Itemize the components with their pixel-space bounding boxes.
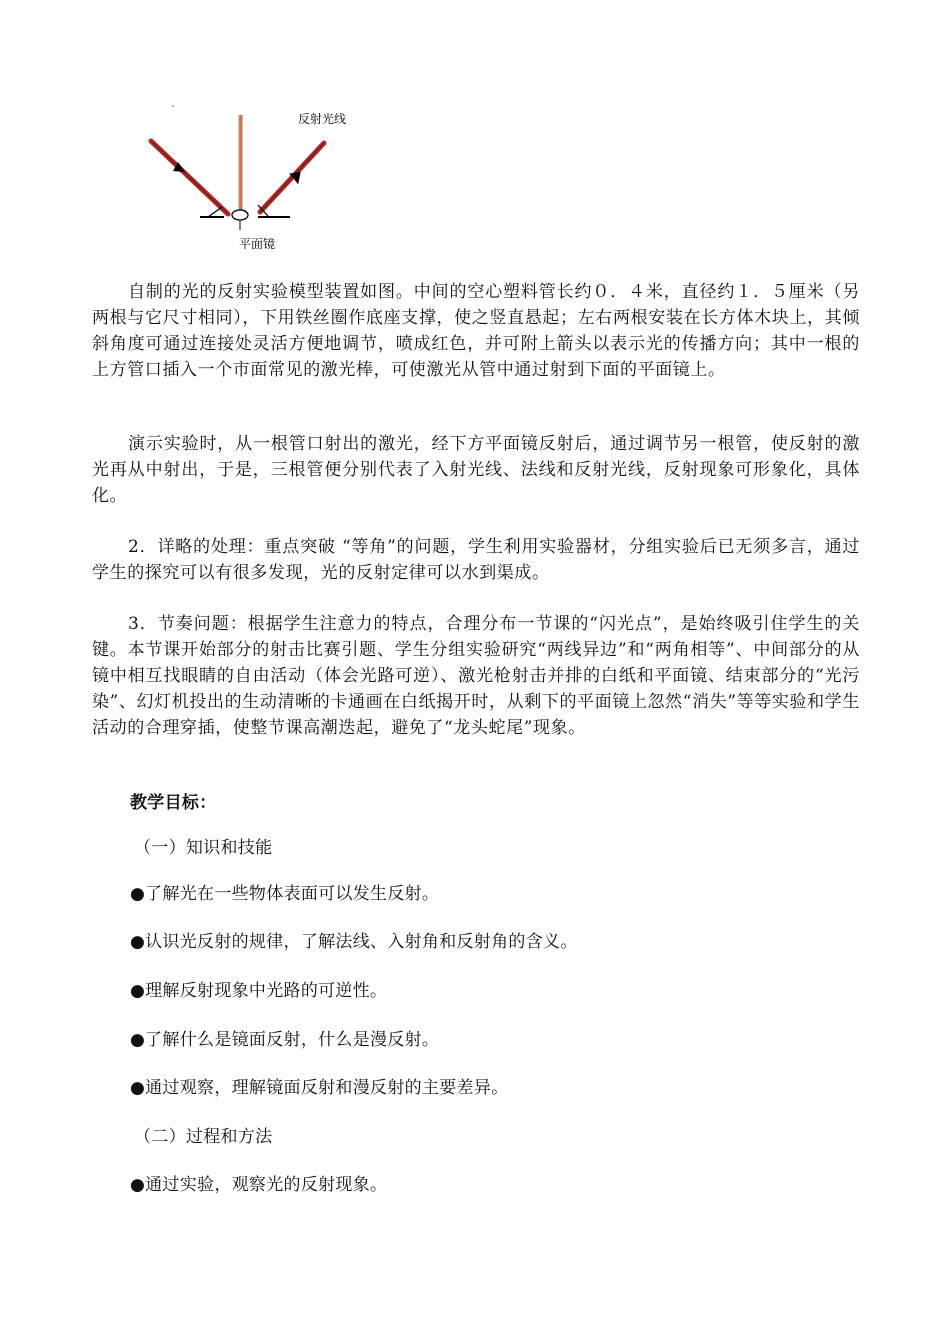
section-knowledge-title: （一）知识和技能	[134, 838, 273, 858]
paragraph-demonstration: 演示实验时，从一根管口射出的激光，经下方平面镜反射后，通过调节另一根管，使反射的激光再从中射出，于是，三根管便分别代表了入射光线、法线和反射光线，反射现象可形象化，具体化。	[92, 434, 860, 506]
reflection-apparatus-figure	[140, 100, 390, 260]
reflected-ray-label: 反射光线	[298, 112, 347, 126]
mirror-ring-clip	[244, 210, 248, 214]
list-item: ●认识光反射的规律，了解法线、入射角和反射角的含义。	[130, 932, 578, 952]
paragraph-apparatus: 自制的光的反射实验模型装置如图。中间的空心塑料管长约０．４米，直径约１．５厘米（另两根与它尺寸相同），下用铁丝圈作底座支撑，使之竖直悬起；左右两根安装在长方体木块上，其倾斜角度可通过连接处灵活方便地调节，喷成红色，并可附上箭头以表示光的传播方向；其中一根的上方管口插入一个市面常见的激光棒，可使激光从管中通过射到下面的平面镜上。	[92, 282, 860, 380]
list-item: ●通过实验，观察光的反射现象。	[130, 1175, 388, 1195]
stray-dot	[172, 105, 174, 107]
list-item: ●了解光在一些物体表面可以发生反射。	[130, 884, 440, 904]
incident-ray-core	[151, 141, 228, 214]
apparatus-diagram	[140, 100, 390, 260]
list-item: ●通过观察，理解镜面反射和漫反射的主要差异。	[130, 1078, 509, 1098]
list-item: ●理解反射现象中光路的可逆性。	[130, 981, 388, 1001]
plane-mirror-label: 平面镜	[239, 237, 276, 251]
objectives-heading: 教学目标：	[130, 793, 217, 813]
left-joint	[208, 207, 222, 217]
section-process-title: （二）过程和方法	[134, 1127, 273, 1147]
list-item: ●了解什么是镜面反射，什么是漫反射。	[130, 1030, 440, 1050]
paragraph-detail-handling: 2．详略的处理：重点突破 “等角”的问题，学生利用实验器材，分组实验后已无须多言，通过学生的探究可以有很多发现，光的反射定律可以水到渠成。	[92, 537, 860, 583]
reflected-ray-core	[260, 143, 324, 212]
paragraph-rhythm: 3．节奏问题：根据学生注意力的特点，合理分布一节课的“闪光点”，是始终吸引住学生的关键。本节课开始部分的射击比赛引题、学生分组实验研究“两线异边”和“两角相等”、中间部分的从镜中相互找眼睛的自由活动（体会光路可逆）、激光枪射击并排的白纸和平面镜、结束部分的“光污染”、幻灯机投出的生动清晰的卡通画在白纸揭开时，从剩下的平面镜上忽然“消失”等等实验和学生活动的合理穿插，使整节课高潮迭起，避免了“龙头蛇尾”现象。	[92, 614, 860, 738]
